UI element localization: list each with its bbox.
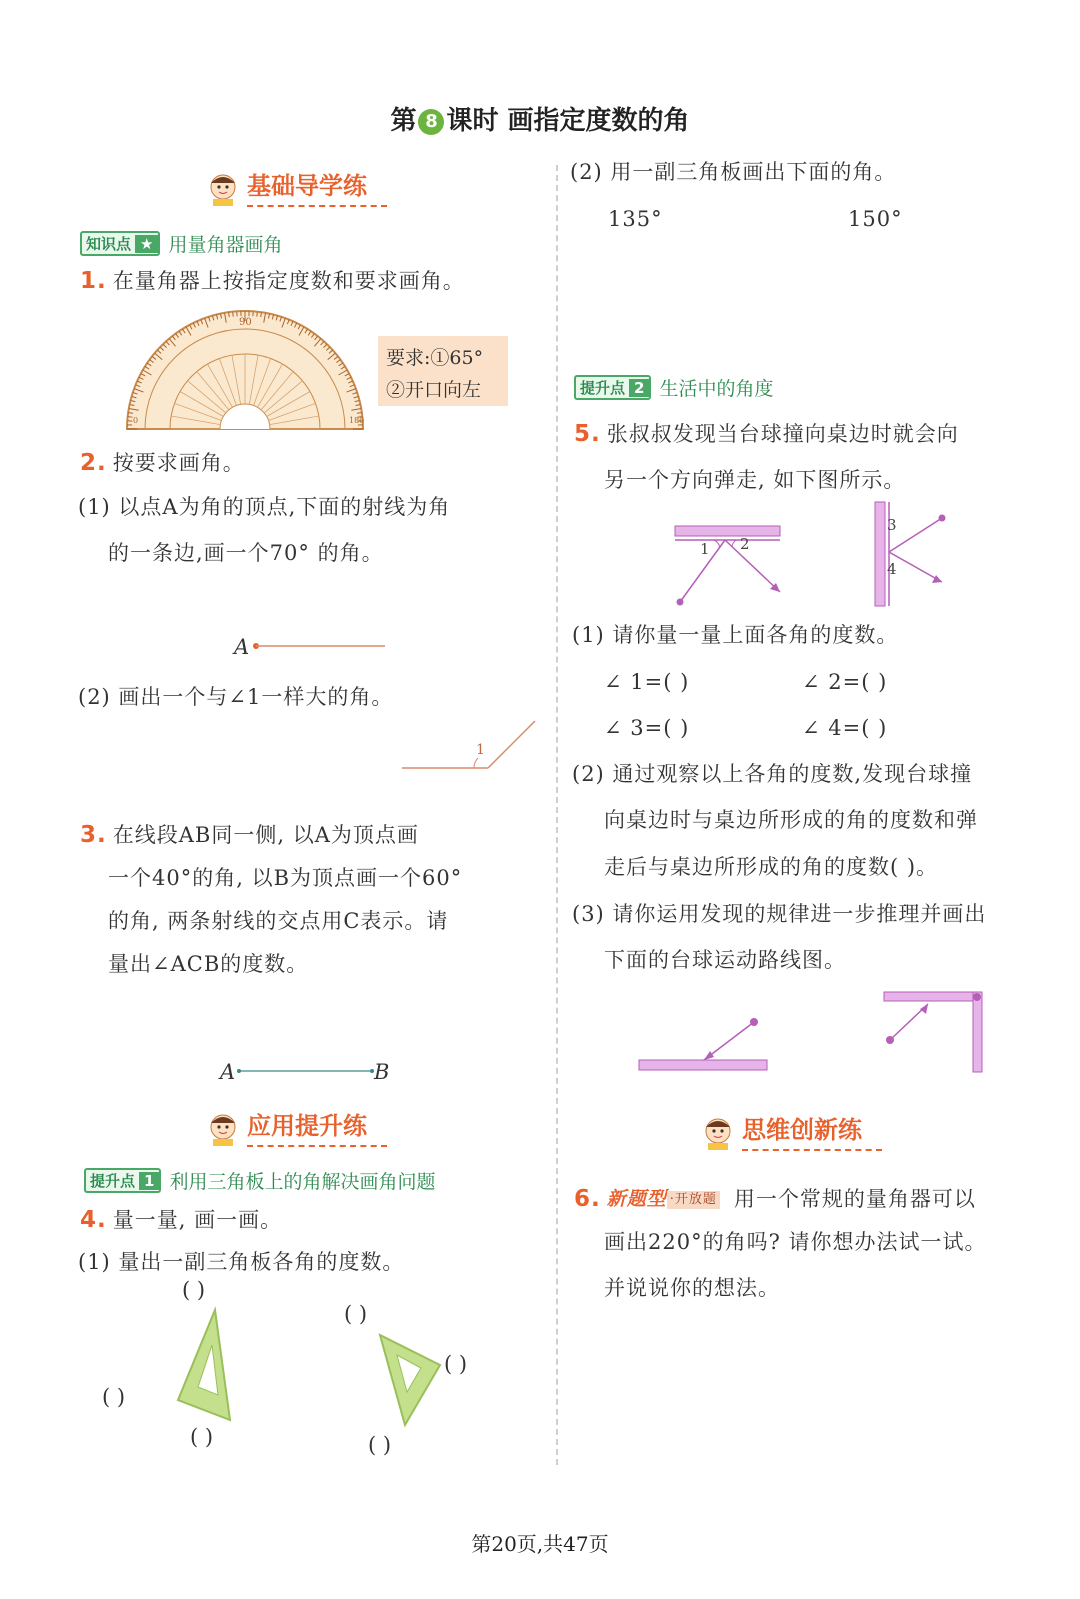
question-5-part-1: (1) 请你量一量上面各角的度数。 bbox=[572, 623, 899, 647]
question-5-part-2: (2) 通过观察以上各角的度数,发现台球撞 bbox=[572, 762, 973, 786]
point-a-label: A bbox=[234, 635, 250, 659]
section-basic-head bbox=[205, 166, 387, 207]
page-title: 第 8 课时 画指定度数的角 bbox=[390, 106, 690, 136]
kid-mascot-icon bbox=[205, 1111, 241, 1147]
set-square-30-60-image bbox=[170, 1305, 240, 1425]
question-6: 6. 新题型 ·开放题 用一个常规的量角器可以 bbox=[574, 1186, 976, 1212]
angle-1-figure bbox=[400, 718, 540, 774]
question-6-line-2: 画出220°的角吗? 请你想办法试一试。 bbox=[604, 1230, 987, 1254]
angle-135-label: 135° bbox=[608, 207, 663, 231]
svg-text:0: 0 bbox=[133, 416, 139, 425]
new-question-type-badge: 新题型 ·开放题 bbox=[607, 1188, 720, 1211]
answer-blank[interactable]: ( ) bbox=[190, 1425, 214, 1449]
question-4-part-2: (2) 用一副三角板画出下面的角。 bbox=[570, 160, 897, 184]
question-2-part-1-line-2: 的一条边,画一个70° 的角。 bbox=[108, 541, 384, 565]
question-4: 4. 量一量, 画一画。 bbox=[80, 1207, 283, 1233]
section-basic-title: 基础导学练 bbox=[247, 166, 387, 207]
question-1: 1. 在量角器上按指定度数和要求画角。 bbox=[80, 268, 465, 294]
question-2-part-2: (2) 画出一个与∠1一样大的角。 bbox=[78, 685, 394, 709]
star-icon: ★ bbox=[135, 235, 158, 253]
section-apply-title: 应用提升练 bbox=[247, 1106, 387, 1147]
angle-2-answer[interactable]: ∠ 2=( ) bbox=[802, 670, 888, 694]
angle-4-label: 4 bbox=[887, 560, 897, 578]
page-footer: 第20页,共47页 bbox=[471, 1532, 609, 1556]
section-apply-head bbox=[205, 1106, 387, 1147]
billiard-path-corner-figure bbox=[880, 990, 985, 1075]
section-innovate-head bbox=[700, 1110, 882, 1151]
question-5-part-2-line-3: 走后与桌边所形成的角的度数( )。 bbox=[604, 855, 939, 879]
point-a-label-q3: A bbox=[220, 1060, 236, 1084]
question-5-part-3-line-2: 下面的台球运动路线图。 bbox=[604, 948, 846, 972]
billiard-bounce-side-figure bbox=[870, 500, 955, 610]
answer-blank[interactable]: ( ) bbox=[182, 1278, 206, 1302]
angle-3-label: 3 bbox=[887, 516, 897, 534]
question-6-line-3: 并说说你的想法。 bbox=[604, 1276, 780, 1300]
protractor-image bbox=[125, 303, 365, 431]
answer-blank[interactable]: ( ) bbox=[444, 1352, 468, 1376]
question-5: 5. 张叔叔发现当台球撞向桌边时就会向 bbox=[574, 421, 959, 447]
angle-4-answer[interactable]: ∠ 4=( ) bbox=[802, 716, 888, 740]
set-square-45-image bbox=[375, 1330, 450, 1430]
answer-blank[interactable]: ( ) bbox=[368, 1433, 392, 1457]
improve-point-1-tag: 提升点 1 利用三角板上的角解决画角问题 bbox=[84, 1167, 435, 1194]
kid-mascot-icon bbox=[700, 1115, 736, 1151]
svg-text:180: 180 bbox=[349, 416, 365, 425]
segment-ab bbox=[236, 1066, 376, 1076]
question-2: 2. 按要求画角。 bbox=[80, 450, 245, 476]
billiard-bounce-top-figure bbox=[670, 522, 790, 612]
column-divider bbox=[556, 165, 558, 1465]
angle-2-label: 2 bbox=[740, 535, 750, 553]
lesson-number-badge: 8 bbox=[418, 109, 444, 135]
question-2-part-1: (1) 以点A为角的顶点,下面的射线为角 bbox=[78, 495, 451, 519]
improve-point-2-tag: 提升点 2 生活中的角度 bbox=[574, 374, 773, 401]
section-innovate-title: 思维创新练 bbox=[742, 1110, 882, 1151]
angle-1-label: 1 bbox=[700, 540, 710, 558]
billiard-path-flat-figure bbox=[636, 1012, 771, 1074]
angle-150-label: 150° bbox=[848, 207, 903, 231]
ray-a bbox=[250, 640, 390, 652]
question-3-line-2: 一个40°的角, 以B为顶点画一个60° bbox=[108, 866, 463, 890]
question-5-line-2: 另一个方向弹走, 如下图所示。 bbox=[604, 468, 906, 492]
angle-1-label: 1 bbox=[476, 742, 485, 758]
question-4-part-1: (1) 量出一副三角板各角的度数。 bbox=[78, 1250, 405, 1274]
angle-1-answer[interactable]: ∠ 1=( ) bbox=[604, 670, 690, 694]
question-3-line-3: 的角, 两条射线的交点用C表示。请 bbox=[108, 909, 449, 933]
answer-blank[interactable]: ( ) bbox=[102, 1385, 126, 1409]
question-3: 3. 在线段AB同一侧, 以A为顶点画 bbox=[80, 822, 419, 848]
question-3-line-4: 量出∠ACB的度数。 bbox=[108, 952, 309, 976]
kid-mascot-icon bbox=[205, 171, 241, 207]
point-b-label-q3: B bbox=[374, 1060, 390, 1084]
angle-3-answer[interactable]: ∠ 3=( ) bbox=[604, 716, 690, 740]
question-5-part-2-line-2: 向桌边时与桌边所形成的角的度数和弹 bbox=[604, 808, 978, 832]
svg-text:90: 90 bbox=[239, 317, 252, 328]
question-5-part-3: (3) 请你运用发现的规律进一步推理并画出 bbox=[572, 902, 987, 926]
knowledge-point-tag: 知识点 ★ 用量角器画角 bbox=[80, 230, 282, 257]
answer-blank[interactable]: ( ) bbox=[344, 1302, 368, 1326]
requirement-box: 要求:①65° ②开口向左 bbox=[378, 336, 508, 406]
